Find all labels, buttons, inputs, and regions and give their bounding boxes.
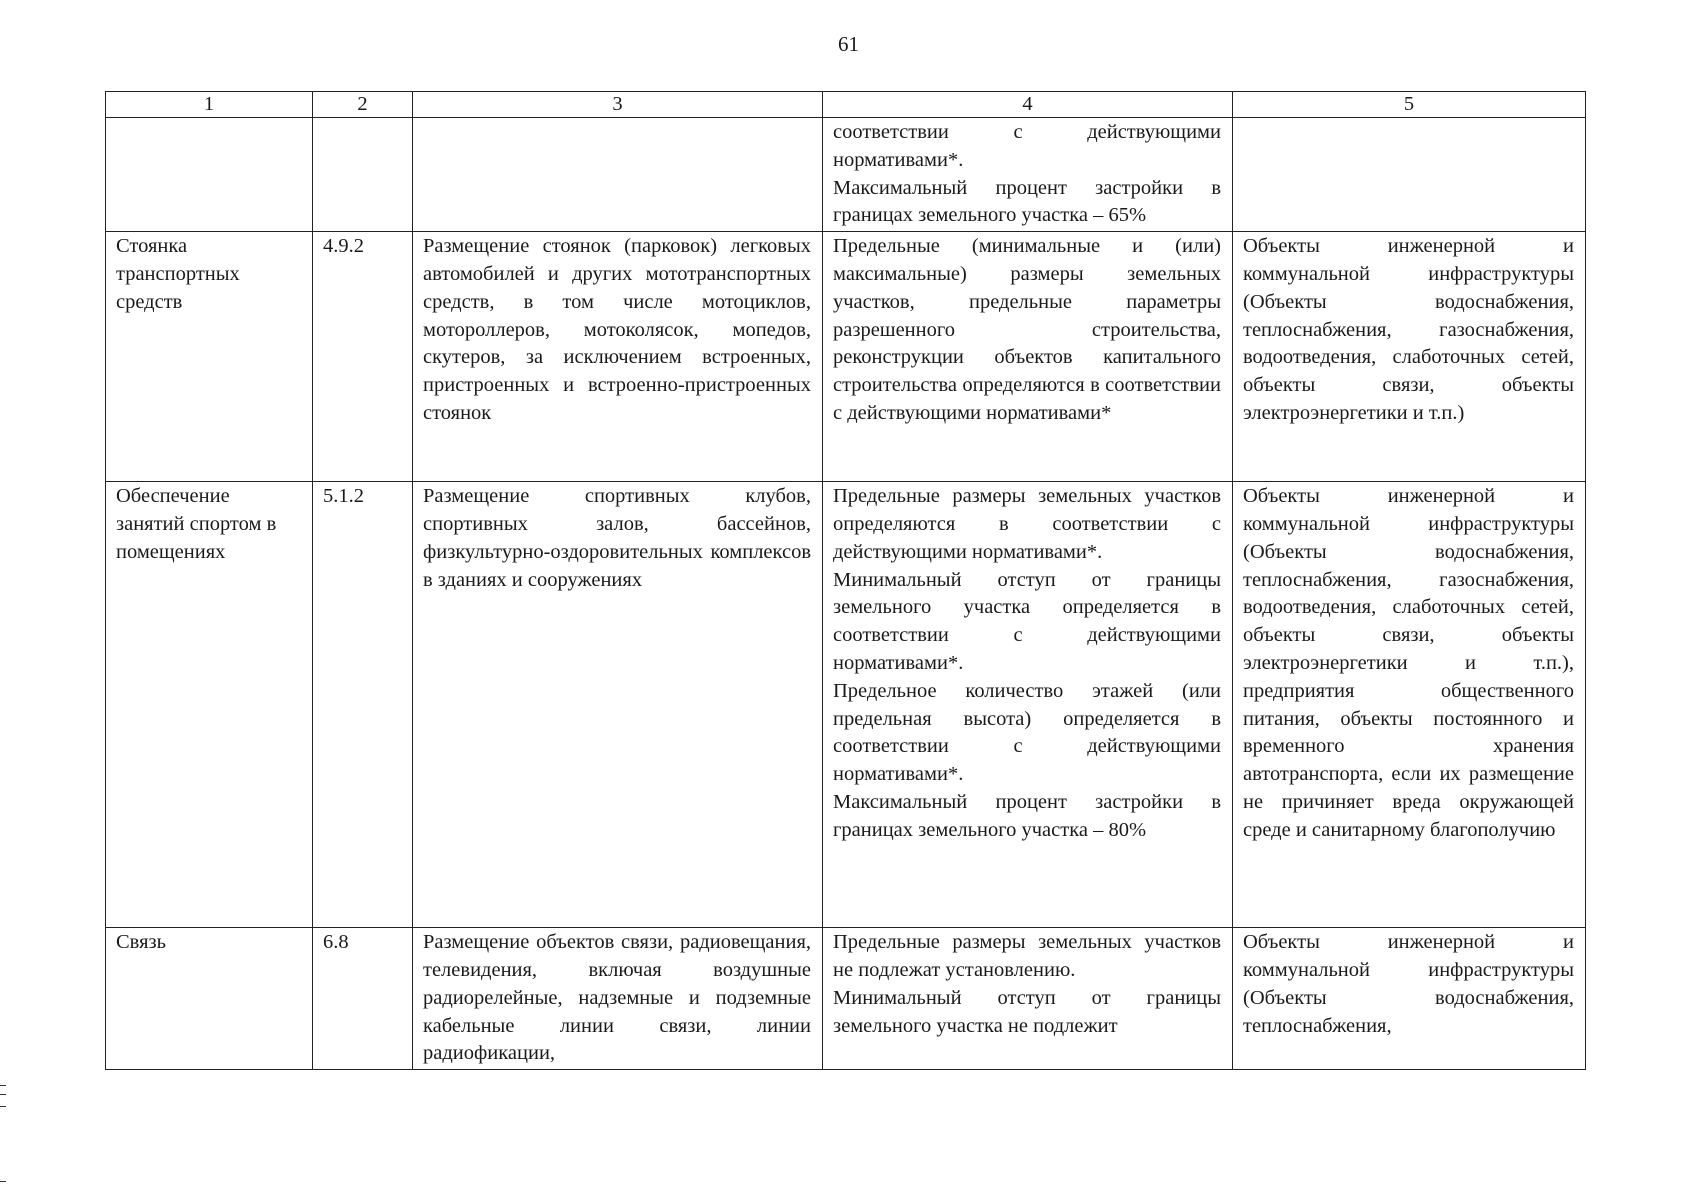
table-row: [106, 928, 1586, 1070]
scan-edge-mark: [0, 1181, 6, 1182]
use-description: Размещение объектов связи, радиовещания, телевидения, включая воздушные радиорелейные, надземные и подземные кабельные линии связи, линии радиофикации,: [413, 928, 823, 1070]
parameters-cell: [823, 118, 1233, 232]
auxiliary-uses: Объекты инженерной и коммунальной инфраструктуры (Объекты водоснабжения, теплоснабжения, газоснабжения, водоотведения, слаботочных сетей, объекты связи, объекты электроэнергетики и т.п.): [1233, 232, 1586, 482]
column-number-row: [106, 92, 1586, 118]
use-name: Стоянка транспортных средств: [106, 232, 313, 482]
column-number: 2: [313, 92, 413, 118]
parameter-text: соответствии с действующими нормативами*.: [833, 121, 1221, 171]
continuation-row: [106, 118, 1586, 232]
table-row: [106, 232, 1586, 482]
empty-cell: [313, 118, 413, 232]
use-code: 6.8: [313, 928, 413, 1070]
use-name: Обеспечение занятий спортом в помещениях: [106, 482, 313, 928]
empty-cell: [106, 118, 313, 232]
parameter-text: Предельные размеры земельных участков не подлежат установлению.: [833, 931, 1221, 981]
parameters-cell: [823, 928, 1233, 1070]
column-number: 1: [106, 92, 313, 118]
parameter-text: Минимальный отступ от границы земельного участка не подлежит: [833, 986, 1221, 1037]
land-use-table: [105, 91, 1586, 1070]
parameter-text: Максимальный процент застройки в границах земельного участка – 65%: [833, 176, 1221, 227]
parameter-text: Максимальный процент застройки в границах земельного участка – 80%: [833, 790, 1221, 841]
use-code: 4.9.2: [313, 232, 413, 482]
use-code: 5.1.2: [313, 482, 413, 928]
column-number: 3: [413, 92, 823, 118]
parameter-text: Предельные размеры земельных участков определяются в соответствии с действующими нормативами*.: [833, 485, 1221, 563]
parameter-text: Минимальный отступ от границы земельного участка определяется в соответствии с действующими нормативами*.: [833, 568, 1221, 674]
parameters-cell: [823, 232, 1233, 482]
page-number: 61: [838, 32, 859, 56]
scan-edge-mark: [0, 1085, 6, 1107]
table-row: [106, 482, 1586, 928]
parameters-cell: [823, 482, 1233, 928]
column-number: 4: [823, 92, 1233, 118]
use-name: Связь: [106, 928, 313, 1070]
auxiliary-uses: Объекты инженерной и коммунальной инфраструктуры (Объекты водоснабжения, теплоснабжения,: [1233, 928, 1586, 1070]
parameter-text: Предельное количество этажей (или предельная высота) определяется в соответствии с действующими нормативами*.: [833, 679, 1221, 786]
auxiliary-uses: Объекты инженерной и коммунальной инфраструктуры (Объекты водоснабжения, теплоснабжения, газоснабжения, водоотведения, слаботочных сетей, объекты связи, объекты электроэнергетики и т.п.), предприятия общественного питания, объекты постоянного и временного хранения автотранспорта, если их размещение не причиняет вреда окружающей среде и санитарному благополучию: [1233, 482, 1586, 928]
use-description: Размещение спортивных клубов, спортивных залов, бассейнов, физкультурно-оздоровительных комплексов в зданиях и сооружениях: [413, 482, 823, 928]
parameter-text: Предельные (минимальные и (или) максимальные) размеры земельных участков, предельные параметры разрешенного строительства, реконструкции объектов капитального строительства определяются в соответствии с действующими нормативами*: [833, 235, 1221, 424]
use-description: Размещение стоянок (парковок) легковых автомобилей и других мототранспортных средств, в том числе мотоциклов, мотороллеров, мотоколясок, мопедов, скутеров, за исключением встроенных, пристроенных и встроенно-пристроенных стоянок: [413, 232, 823, 482]
column-number: 5: [1233, 92, 1586, 118]
empty-cell: [1233, 118, 1586, 232]
empty-cell: [413, 118, 823, 232]
